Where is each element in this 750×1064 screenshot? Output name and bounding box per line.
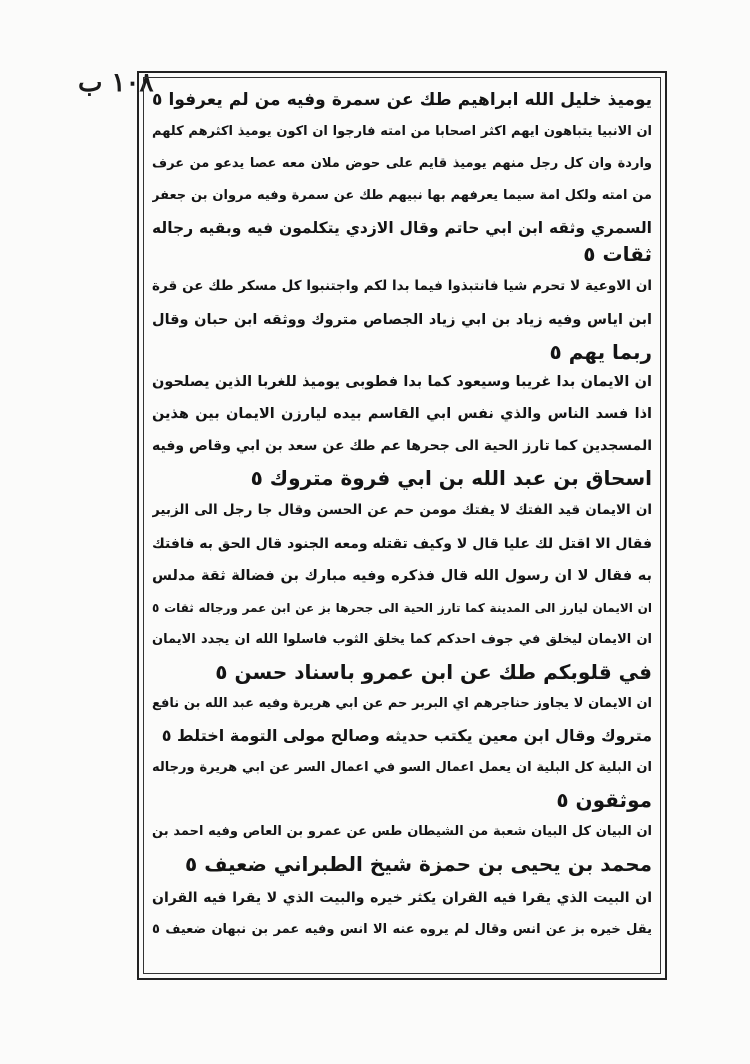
text-line: ابن اياس وفيه زياد بن ابي زياد الجصاص متروك ووثقه ابن حبان وقال — [152, 312, 652, 328]
text-line: ثقات ٥ — [583, 242, 652, 266]
text-line: فقال الا اقتل لك عليا قال لا وكيف تقتله ومعه الجنود قال الحق به فافتك — [152, 536, 652, 552]
text-line: من امته ولكل امة سيما يعرفهم بها نبيهم طك عن سمرة وفيه مروان بن جعفر — [152, 188, 652, 203]
text-line: يوميذ خليل الله ابراهيم طك عن سمرة وفيه من لم يعرفوا ٥ — [152, 90, 652, 110]
text-line: موثقون ٥ — [556, 788, 652, 812]
text-line: ان البيت الذي يقرا فيه القران يكثر خيره والبيت الذي لا يقرا فيه القران — [152, 890, 652, 906]
text-line: اسحاق بن عبد الله بن ابي فروة متروك ٥ — [250, 466, 652, 490]
text-line: ان الايمان بدا غريبا وسيعود كما بدا فطوبى يوميذ للغربا الذين يصلحون — [152, 374, 652, 390]
text-line: ان الايمان لا يجاوز حناجرهم اي البربر حم عن ابي هريرة وفيه عبد الله بن نافع — [152, 696, 652, 711]
arabic-text-block — [152, 80, 652, 970]
text-line: المسجدين كما تارز الحية الى جحرها عم طك عن سعد بن ابي وقاص وفيه — [152, 438, 652, 454]
text-line: في قلوبكم طك عن ابن عمرو باسناد حسن ٥ — [215, 660, 652, 684]
text-line: ان الايمان ليخلق في جوف احدكم كما يخلق الثوب فاسلوا الله ان يجدد الايمان — [152, 632, 652, 647]
text-line: به فقال لا ان رسول الله قال فذكره وفيه مبارك بن فضالة ثقة مدلس — [152, 568, 652, 584]
text-line: متروك وقال ابن معين يكتب حديثه وصالح مولى التومة اختلط ٥ — [161, 726, 652, 745]
text-line: ان الانبيا يتباهون ايهم اكثر اصحابا من امته فارجوا ان اكون يوميذ اكثرهم كلهم — [152, 124, 652, 139]
text-line: السمري وثقه ابن ابي حاتم وقال الازدي يتكلمون فيه وبقيه رجاله — [152, 219, 652, 237]
text-line: اذا فسد الناس والذي نفس ابي القاسم بيده ليارزن الايمان بين هذين — [152, 406, 652, 422]
text-line: واردة وان كل رجل منهم يوميذ قايم على حوض ملان معه عصا يدعو من عرف — [152, 156, 652, 171]
text-line: محمد بن يحيى بن حمزة شيخ الطبراني ضعيف ٥ — [185, 852, 652, 876]
folio-number: ١٠٨ ب — [78, 68, 154, 98]
text-line: ان البيان كل البيان شعبة من الشيطان طس عن عمرو بن العاص وفيه احمد بن — [152, 824, 652, 839]
text-line: ان البلية كل البلية ان يعمل اعمال السو في اعمال السر عن ابي هريرة ورجاله — [152, 760, 652, 775]
text-line: يقل خيره بز عن انس وقال لم يروه عنه الا انس وفيه عمر بن نبهان ضعيف ٥ — [152, 922, 652, 937]
text-line: ان الاوعية لا تحرم شيا فانتبذوا فيما بدا لكم واجتنبوا كل مسكر طك عن قرة — [152, 278, 652, 294]
text-line: ربما يهم ٥ — [549, 340, 652, 364]
text-line: ان الايمان قيد الفتك لا يفتك مومن حم عن الحسن وقال جا رجل الى الزبير — [152, 502, 652, 518]
text-line: ان الايمان ليارز الى المدينة كما تارز الحية الى جحرها بز عن ابن عمر ورجاله ثقات ٥ — [152, 601, 652, 615]
